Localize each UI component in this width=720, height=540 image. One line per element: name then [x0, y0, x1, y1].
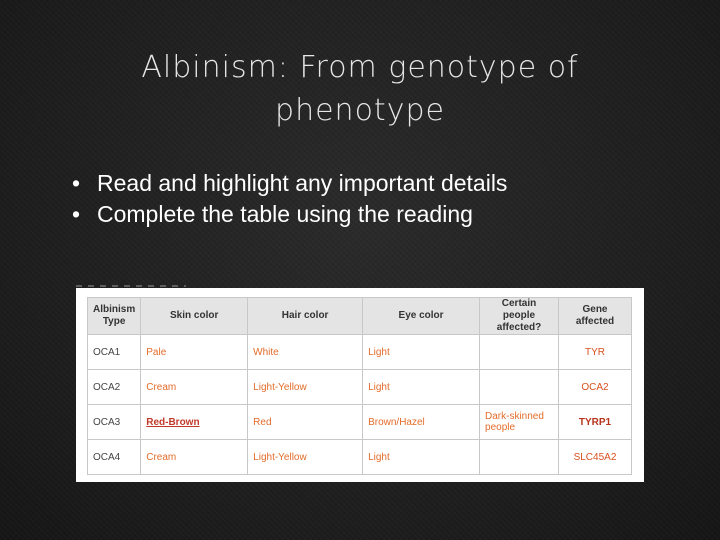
- cell-hair: Light-Yellow: [248, 370, 363, 405]
- bullet-dot-icon: •: [72, 170, 81, 196]
- cell-eye: Light: [363, 370, 480, 405]
- cell-skin: Red-Brown: [141, 405, 248, 440]
- table-image: [76, 288, 644, 482]
- table-row: [88, 335, 632, 370]
- cell-type: OCA2: [88, 370, 141, 405]
- cell-gene: SLC45A2: [558, 440, 631, 475]
- table-row: [88, 405, 632, 440]
- table-row: [88, 370, 632, 405]
- slide-title-line-1: Albinism: From genotype of: [141, 50, 579, 85]
- header-gene-affected: Gene affected: [558, 298, 631, 335]
- cell-type: OCA3: [88, 405, 141, 440]
- table-row: [88, 440, 632, 475]
- bullet-item: [72, 168, 507, 199]
- bullet-text: Complete the table using the reading: [97, 201, 473, 227]
- cell-gene: TYRP1: [558, 405, 631, 440]
- cell-skin: Pale: [141, 335, 248, 370]
- cell-hair: White: [248, 335, 363, 370]
- header-eye-color: Eye color: [363, 298, 480, 335]
- header-skin-color: Skin color: [141, 298, 248, 335]
- bullet-item: [72, 199, 507, 230]
- bullet-list: [72, 168, 507, 230]
- cell-hair: Light-Yellow: [248, 440, 363, 475]
- cell-people: [480, 370, 559, 405]
- cropped-caption-remnant: [76, 280, 196, 288]
- cell-skin: Cream: [141, 370, 248, 405]
- cell-type: OCA1: [88, 335, 141, 370]
- bullet-dot-icon: •: [72, 201, 81, 227]
- table-header-row: [88, 298, 632, 335]
- cell-people: Dark-skinned people: [480, 405, 559, 440]
- cell-gene: OCA2: [558, 370, 631, 405]
- cell-eye: Brown/Hazel: [363, 405, 480, 440]
- bullet-text: Read and highlight any important details: [97, 170, 508, 196]
- cell-eye: Light: [363, 440, 480, 475]
- cell-skin: Cream: [141, 440, 248, 475]
- slide-title-line-2: phenotype: [275, 93, 445, 128]
- cell-type: OCA4: [88, 440, 141, 475]
- albinism-table: [87, 297, 632, 475]
- cell-people: [480, 440, 559, 475]
- cell-people: [480, 335, 559, 370]
- header-certain-people: Certain people affected?: [480, 298, 559, 335]
- cell-gene: TYR: [558, 335, 631, 370]
- header-albinism-type: Albinism Type: [88, 298, 141, 335]
- cell-hair: Red: [248, 405, 363, 440]
- header-hair-color: Hair color: [248, 298, 363, 335]
- cell-eye: Light: [363, 335, 480, 370]
- slide-title: [80, 46, 640, 132]
